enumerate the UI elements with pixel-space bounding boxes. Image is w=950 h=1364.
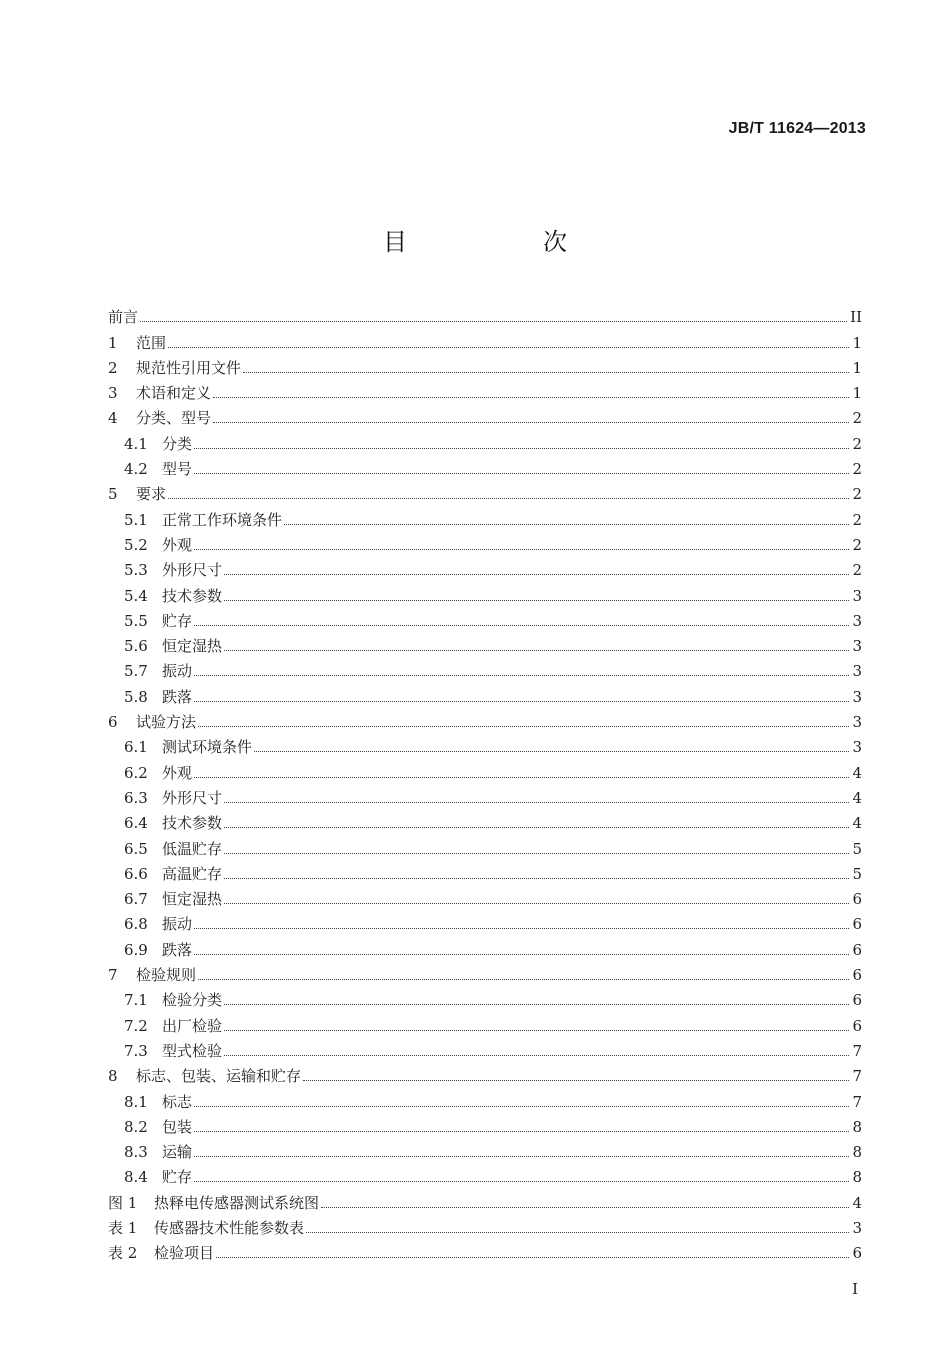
toc-leader-dots bbox=[224, 827, 849, 828]
toc-entry-label: 热释电传感器测试系统图 bbox=[154, 1193, 320, 1212]
toc-entry-number: 5 bbox=[108, 485, 118, 504]
toc-entry-label: 振动 bbox=[162, 915, 193, 934]
toc-entry-number: 5.6 bbox=[124, 637, 148, 656]
toc-entry[interactable] bbox=[108, 1212, 862, 1237]
toc-entry-label: 标志 bbox=[162, 1092, 193, 1111]
toc-entry-lead bbox=[108, 890, 222, 908]
toc-leader-dots bbox=[216, 1257, 849, 1258]
toc-entry-label: 检验分类 bbox=[162, 991, 223, 1010]
toc-entry-lead bbox=[108, 485, 166, 503]
toc-leader-dots bbox=[224, 853, 849, 854]
toc-entry-page: 3 bbox=[852, 687, 862, 706]
toc-leader-dots bbox=[213, 397, 849, 398]
toc-entry-lead bbox=[108, 1219, 304, 1237]
toc-entry-number: 6 bbox=[108, 713, 118, 732]
toc-entry-lead bbox=[108, 435, 192, 453]
toc-leader-dots bbox=[213, 422, 849, 423]
toc-entry-number: 5.8 bbox=[124, 687, 148, 706]
toc-entry[interactable] bbox=[108, 655, 862, 680]
toc-entry[interactable] bbox=[108, 529, 862, 554]
toc-entry-label: 外观 bbox=[162, 535, 193, 554]
toc-entry-label: 术语和定义 bbox=[136, 384, 212, 403]
toc-leader-dots bbox=[168, 498, 849, 499]
toc-entry-lead bbox=[108, 561, 222, 579]
toc-entry-page: 2 bbox=[852, 485, 862, 504]
toc-leader-dots bbox=[224, 1055, 849, 1056]
toc-leader-dots bbox=[224, 574, 849, 575]
toc-entry[interactable] bbox=[108, 1060, 862, 1085]
toc-leader-dots bbox=[194, 625, 849, 626]
toc-entry-lead bbox=[108, 359, 241, 377]
toc-entry-page: 8 bbox=[852, 1168, 862, 1187]
toc-entry-number: 8.3 bbox=[124, 1143, 148, 1162]
toc-entry-number: 4 bbox=[108, 409, 118, 428]
toc-entry-page: 8 bbox=[852, 1117, 862, 1136]
toc-entry-number: 8.4 bbox=[124, 1168, 148, 1187]
toc-entry-lead bbox=[108, 991, 222, 1009]
toc-entry[interactable] bbox=[108, 554, 862, 579]
toc-entry-page: 3 bbox=[852, 738, 862, 757]
toc-entry-page: 3 bbox=[852, 713, 862, 732]
toc-entry-number: 6.2 bbox=[124, 763, 148, 782]
toc-entry-page: 5 bbox=[852, 864, 862, 883]
toc-entry-label: 振动 bbox=[162, 662, 193, 681]
toc-leader-dots bbox=[140, 321, 847, 322]
toc-leader-dots bbox=[194, 1156, 849, 1157]
toc-entry-number: 6.1 bbox=[124, 738, 148, 757]
toc-entry-number: 5.5 bbox=[124, 611, 148, 630]
toc-entry-label: 运输 bbox=[162, 1143, 193, 1162]
toc-entry-label: 正常工作环境条件 bbox=[162, 510, 283, 529]
toc-entry-page: 2 bbox=[852, 561, 862, 580]
toc-entry-number: 6.4 bbox=[124, 814, 148, 833]
toc-entry[interactable] bbox=[108, 402, 862, 427]
toc-leader-dots bbox=[198, 726, 849, 727]
toc-entry-number: 8 bbox=[108, 1067, 118, 1086]
toc-entry[interactable] bbox=[108, 756, 862, 781]
toc-entry-lead bbox=[108, 587, 222, 605]
toc-entry-label: 技术参数 bbox=[162, 586, 223, 605]
toc-entry-number: 6.5 bbox=[124, 839, 148, 858]
toc-entry-page: 6 bbox=[852, 1244, 862, 1263]
toc-entry-number: 5.2 bbox=[124, 535, 148, 554]
toc-entry-label: 型号 bbox=[162, 460, 193, 479]
toc-entry-label: 外形尺寸 bbox=[162, 788, 223, 807]
toc-entry-lead bbox=[108, 536, 192, 554]
toc-entry-lead bbox=[108, 1067, 301, 1085]
toc-entry-lead bbox=[108, 1168, 192, 1186]
toc-entry[interactable] bbox=[108, 630, 862, 655]
toc-entry-page: 3 bbox=[852, 662, 862, 681]
toc-entry-label: 技术参数 bbox=[162, 814, 223, 833]
toc-entry-lead bbox=[108, 334, 166, 352]
toc-entry-number: 6.9 bbox=[124, 940, 148, 959]
toc-entry-page: 4 bbox=[852, 763, 862, 782]
toc-entry-lead bbox=[108, 966, 196, 984]
toc-entry[interactable] bbox=[108, 352, 862, 377]
toc-leader-dots bbox=[168, 347, 849, 348]
toc-entry-number: 7 bbox=[108, 966, 118, 985]
toc-entry[interactable] bbox=[108, 1111, 862, 1136]
toc-leader-dots bbox=[224, 802, 849, 803]
toc-entry[interactable] bbox=[108, 933, 862, 958]
toc-entry-label: 规范性引用文件 bbox=[136, 358, 242, 377]
toc-entry[interactable] bbox=[108, 832, 862, 857]
toc-entry-label: 外观 bbox=[162, 763, 193, 782]
toc-entry-label: 分类 bbox=[162, 434, 193, 453]
toc-entry-lead bbox=[108, 814, 222, 832]
toc-entry-label: 低温贮存 bbox=[162, 839, 223, 858]
toc-entry-page: 5 bbox=[852, 839, 862, 858]
toc-entry-number: 图 1 bbox=[108, 1193, 138, 1212]
toc-entry[interactable] bbox=[108, 377, 862, 402]
toc-entry-lead bbox=[108, 662, 192, 680]
toc-leader-dots bbox=[198, 979, 849, 980]
toc-entry-page: 2 bbox=[852, 510, 862, 529]
toc-entry-page: 4 bbox=[852, 814, 862, 833]
toc-entry-page: 6 bbox=[852, 966, 862, 985]
toc-entry-lead bbox=[108, 764, 192, 782]
toc-entry-lead bbox=[108, 460, 192, 478]
toc-leader-dots bbox=[194, 928, 849, 929]
toc-entry[interactable] bbox=[108, 1009, 862, 1034]
toc-entry[interactable] bbox=[108, 301, 862, 326]
toc-entry-page: 6 bbox=[852, 915, 862, 934]
toc-entry-label: 检验项目 bbox=[154, 1244, 215, 1263]
toc-entry-label: 检验规则 bbox=[136, 966, 197, 985]
toc-entry[interactable] bbox=[108, 1035, 862, 1060]
toc-entry[interactable] bbox=[108, 731, 862, 756]
toc-entry-label: 高温贮存 bbox=[162, 864, 223, 883]
toc-entry-lead bbox=[108, 738, 252, 756]
toc-entry-number: 8.1 bbox=[124, 1092, 148, 1111]
toc-entry-label: 贮存 bbox=[162, 1168, 193, 1187]
toc-entry-label: 范围 bbox=[136, 333, 167, 352]
toc-entry[interactable] bbox=[108, 478, 862, 503]
toc-entry-page: 3 bbox=[852, 637, 862, 656]
toc-leader-dots bbox=[194, 701, 849, 702]
toc-entry[interactable] bbox=[108, 1085, 862, 1110]
toc-entry[interactable] bbox=[108, 680, 862, 705]
toc-entry-number: 3 bbox=[108, 384, 118, 403]
toc-entry-number: 5.4 bbox=[124, 586, 148, 605]
toc-entry-lead bbox=[108, 1042, 222, 1060]
toc-entry[interactable] bbox=[108, 782, 862, 807]
toc-entry-number: 6.3 bbox=[124, 788, 148, 807]
toc-entry-lead bbox=[108, 1244, 214, 1262]
toc-entry[interactable] bbox=[108, 883, 862, 908]
toc-entry-label: 出厂检验 bbox=[162, 1016, 223, 1035]
toc-entry-label: 包装 bbox=[162, 1117, 193, 1136]
toc-entry-lead bbox=[108, 865, 222, 883]
toc-entry[interactable] bbox=[108, 453, 862, 478]
toc-entry-page: 6 bbox=[852, 940, 862, 959]
toc-entry-page: 7 bbox=[852, 1092, 862, 1111]
toc-leader-dots bbox=[243, 372, 849, 373]
toc-entry-label: 传感器技术性能参数表 bbox=[154, 1218, 305, 1237]
toc-entry-page: II bbox=[850, 308, 862, 327]
toc-entry-label: 试验方法 bbox=[136, 713, 197, 732]
toc-leader-dots bbox=[194, 675, 849, 676]
toc-entry-number: 表 1 bbox=[108, 1218, 138, 1237]
toc-entry-number: 6.8 bbox=[124, 915, 148, 934]
toc-entry-number: 4.1 bbox=[124, 434, 148, 453]
toc-entry-lead bbox=[108, 511, 282, 529]
toc-entry-number: 7.3 bbox=[124, 1041, 148, 1060]
toc-entry-number: 8.2 bbox=[124, 1117, 148, 1136]
toc-entry-lead bbox=[108, 384, 211, 402]
toc-entry-page: 6 bbox=[852, 890, 862, 909]
toc-leader-dots bbox=[194, 777, 849, 778]
toc-leader-dots bbox=[284, 524, 849, 525]
page-title: 目 次 bbox=[383, 228, 623, 256]
toc-entry-number: 5.7 bbox=[124, 662, 148, 681]
toc-entry-number: 2 bbox=[108, 358, 118, 377]
toc-entry-label: 恒定湿热 bbox=[162, 637, 223, 656]
toc-entry-page: 7 bbox=[852, 1041, 862, 1060]
standard-code: JB/T 11624—2013 bbox=[728, 120, 866, 137]
toc-entry-lead bbox=[108, 1093, 192, 1111]
toc-entry-label: 外形尺寸 bbox=[162, 561, 223, 580]
toc-entry-page: 2 bbox=[852, 535, 862, 554]
toc-entry-number: 6.6 bbox=[124, 864, 148, 883]
toc-entry-label: 标志、包装、运输和贮存 bbox=[136, 1067, 302, 1086]
toc-leader-dots bbox=[303, 1080, 849, 1081]
toc-entry-label: 测试环境条件 bbox=[162, 738, 253, 757]
toc-entry-lead bbox=[108, 1118, 192, 1136]
toc-leader-dots bbox=[194, 473, 849, 474]
toc-leader-dots bbox=[194, 1131, 849, 1132]
toc-entry[interactable] bbox=[108, 1237, 862, 1262]
toc-leader-dots bbox=[194, 549, 849, 550]
toc-leader-dots bbox=[194, 1106, 849, 1107]
page-number: I bbox=[852, 1280, 858, 1298]
toc-leader-dots bbox=[224, 650, 849, 651]
toc-entry-label: 跌落 bbox=[162, 940, 193, 959]
toc-entry-lead bbox=[108, 1194, 319, 1212]
toc-leader-dots bbox=[224, 878, 849, 879]
toc-entry[interactable] bbox=[108, 959, 862, 984]
toc-entry[interactable] bbox=[108, 427, 862, 452]
toc-entry-number: 表 2 bbox=[108, 1244, 138, 1263]
toc-entry-lead bbox=[108, 789, 222, 807]
toc-entry[interactable] bbox=[108, 579, 862, 604]
toc-entry-page: 4 bbox=[852, 1193, 862, 1212]
toc-entry[interactable] bbox=[108, 908, 862, 933]
toc-entry-lead bbox=[108, 409, 211, 427]
toc-entry-lead bbox=[108, 612, 192, 630]
toc-entry-page: 3 bbox=[852, 611, 862, 630]
toc-leader-dots bbox=[224, 600, 849, 601]
toc-entry[interactable] bbox=[108, 1136, 862, 1161]
toc-entry-page: 3 bbox=[852, 586, 862, 605]
toc-entry[interactable] bbox=[108, 503, 862, 528]
toc-entry-page: 2 bbox=[852, 434, 862, 453]
toc-entry-page: 8 bbox=[852, 1143, 862, 1162]
toc-entry[interactable] bbox=[108, 807, 862, 832]
toc-entry-label: 前言 bbox=[108, 308, 139, 327]
toc-entry-number: 7.2 bbox=[124, 1016, 148, 1035]
toc-entry-lead bbox=[108, 1017, 222, 1035]
toc-entry-label: 型式检验 bbox=[162, 1041, 223, 1060]
toc-entry-page: 4 bbox=[852, 788, 862, 807]
toc-entry-page: 3 bbox=[852, 1218, 862, 1237]
toc-entry-page: 6 bbox=[852, 1016, 862, 1035]
toc-entry-number: 6.7 bbox=[124, 890, 148, 909]
toc-entry-page: 2 bbox=[852, 409, 862, 428]
toc-entry-page: 1 bbox=[852, 333, 862, 352]
toc-entry-number: 5.3 bbox=[124, 561, 148, 580]
toc-entry-label: 分类、型号 bbox=[136, 409, 212, 428]
toc-entry-lead bbox=[108, 688, 192, 706]
toc-entry[interactable] bbox=[108, 858, 862, 883]
toc-leader-dots bbox=[224, 1004, 849, 1005]
toc-entry-lead bbox=[108, 1143, 192, 1161]
toc-entry-lead bbox=[108, 941, 192, 959]
toc-entry[interactable] bbox=[108, 1186, 862, 1211]
toc-entry[interactable] bbox=[108, 326, 862, 351]
toc-leader-dots bbox=[224, 903, 849, 904]
toc-entry[interactable] bbox=[108, 1161, 862, 1186]
toc-entry-page: 1 bbox=[852, 384, 862, 403]
table-of-contents bbox=[108, 301, 862, 1262]
toc-leader-dots bbox=[194, 1181, 849, 1182]
toc-leader-dots bbox=[321, 1207, 849, 1208]
toc-entry-page: 7 bbox=[852, 1067, 862, 1086]
toc-entry[interactable] bbox=[108, 706, 862, 731]
toc-leader-dots bbox=[194, 448, 849, 449]
toc-entry-label: 贮存 bbox=[162, 611, 193, 630]
toc-entry-lead bbox=[108, 713, 196, 731]
toc-leader-dots bbox=[306, 1232, 849, 1233]
toc-leader-dots bbox=[224, 1030, 849, 1031]
toc-entry-page: 2 bbox=[852, 460, 862, 479]
toc-leader-dots bbox=[194, 954, 849, 955]
toc-entry-number: 1 bbox=[108, 333, 118, 352]
toc-entry[interactable] bbox=[108, 984, 862, 1009]
toc-entry-label: 跌落 bbox=[162, 687, 193, 706]
toc-entry-label: 要求 bbox=[136, 485, 167, 504]
toc-entry-page: 1 bbox=[852, 358, 862, 377]
toc-entry[interactable] bbox=[108, 605, 862, 630]
toc-leader-dots bbox=[254, 751, 849, 752]
toc-entry-page: 6 bbox=[852, 991, 862, 1010]
toc-entry-lead bbox=[108, 840, 222, 858]
toc-entry-lead bbox=[108, 637, 222, 655]
toc-entry-number: 7.1 bbox=[124, 991, 148, 1010]
toc-entry-lead bbox=[108, 915, 192, 933]
toc-entry-number: 4.2 bbox=[124, 460, 148, 479]
toc-entry-label: 恒定湿热 bbox=[162, 890, 223, 909]
toc-entry-number: 5.1 bbox=[124, 510, 148, 529]
toc-entry-lead bbox=[108, 308, 138, 326]
